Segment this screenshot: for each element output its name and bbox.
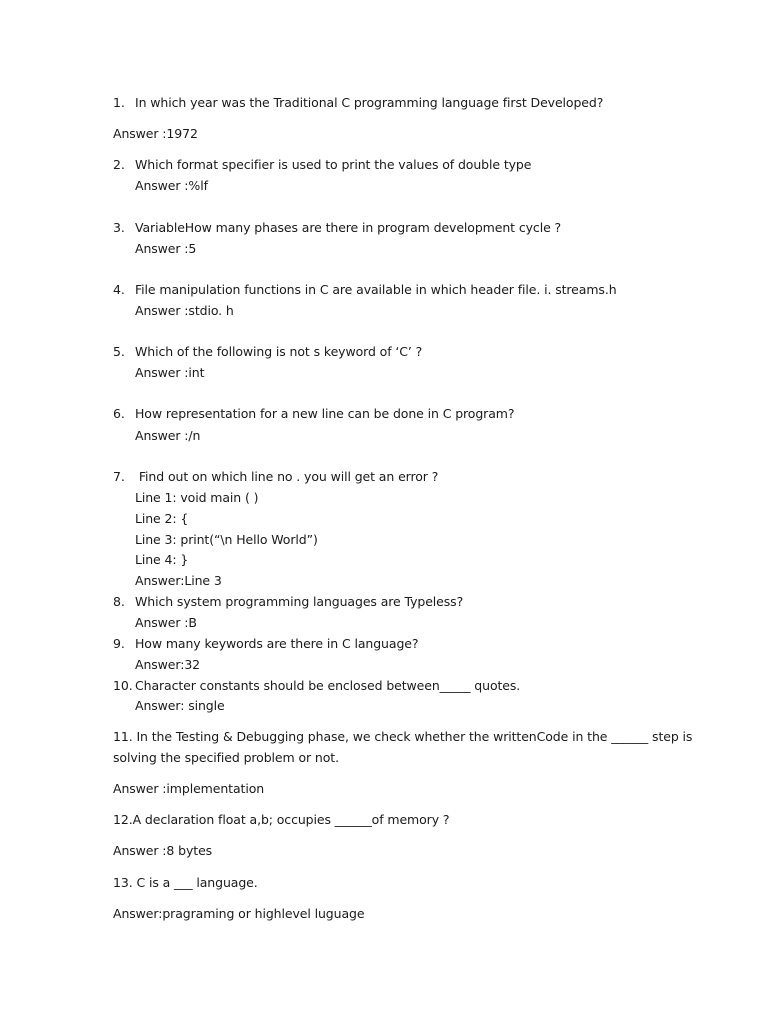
- code-text: Line 1: void main ( ): [135, 490, 259, 505]
- answer-text: Answer: single: [135, 698, 225, 713]
- question-number: 9.: [113, 636, 125, 651]
- question-text: 12.A declaration float a,b; occupies ______of memory ?: [113, 812, 450, 827]
- question-text: In which year was the Traditional C programming language first Developed?: [135, 95, 604, 110]
- question-number: 10.: [113, 678, 133, 693]
- question-text: Which system programming languages are Typeless?: [135, 594, 464, 609]
- code-text: Line 2: {: [135, 511, 189, 526]
- answer-text: Answer :%lf: [135, 178, 208, 193]
- answer-text: Answer :B: [135, 615, 197, 630]
- question-text: How many keywords are there in C language?: [135, 636, 419, 651]
- answer-text: Answer:pragraming or highlevel luguage: [113, 906, 365, 921]
- question-number: 7.: [113, 469, 125, 484]
- answer-text: Answer :5: [135, 241, 197, 256]
- question-number: 6.: [113, 406, 125, 421]
- question-number: 8.: [113, 594, 125, 609]
- question-number: 4.: [113, 282, 125, 297]
- question-text: File manipulation functions in C are available in which header file. i. streams.h: [135, 282, 617, 297]
- question-text: solving the specified problem or not.: [113, 750, 339, 765]
- answer-text: Answer :/n: [135, 428, 201, 443]
- question-text: 13. C is a ___ language.: [113, 875, 258, 890]
- question-text: VariableHow many phases are there in program development cycle ?: [135, 220, 562, 235]
- question-text: How representation for a new line can be done in C program?: [135, 406, 515, 421]
- question-number: 5.: [113, 344, 125, 359]
- answer-text: Answer :implementation: [113, 781, 265, 796]
- question-number: 3.: [113, 220, 125, 235]
- question-text: Character constants should be enclosed between_____ quotes.: [135, 678, 521, 693]
- question-text: Find out on which line no . you will get an error ?: [135, 469, 439, 484]
- answer-text: Answer:Line 3: [135, 573, 222, 588]
- answer-text: Answer :stdio. h: [135, 303, 234, 318]
- question-text: Which of the following is not s keyword of ‘C’ ?: [135, 344, 423, 359]
- code-text: Line 3: print(“\n Hello World”): [135, 532, 318, 547]
- question-text: Which format specifier is used to print the values of double type: [135, 157, 532, 172]
- answer-text: Answer :int: [135, 365, 205, 380]
- answer-text: Answer:32: [135, 657, 201, 672]
- question-number: 2.: [113, 157, 125, 172]
- answer-text: Answer :1972: [113, 126, 198, 141]
- question-number: 1.: [113, 95, 125, 110]
- question-text: 11. In the Testing & Debugging phase, we check whether the writtenCode in the ______ step is: [113, 729, 693, 744]
- code-text: Line 4: }: [135, 552, 189, 567]
- answer-text: Answer :8 bytes: [113, 843, 213, 858]
